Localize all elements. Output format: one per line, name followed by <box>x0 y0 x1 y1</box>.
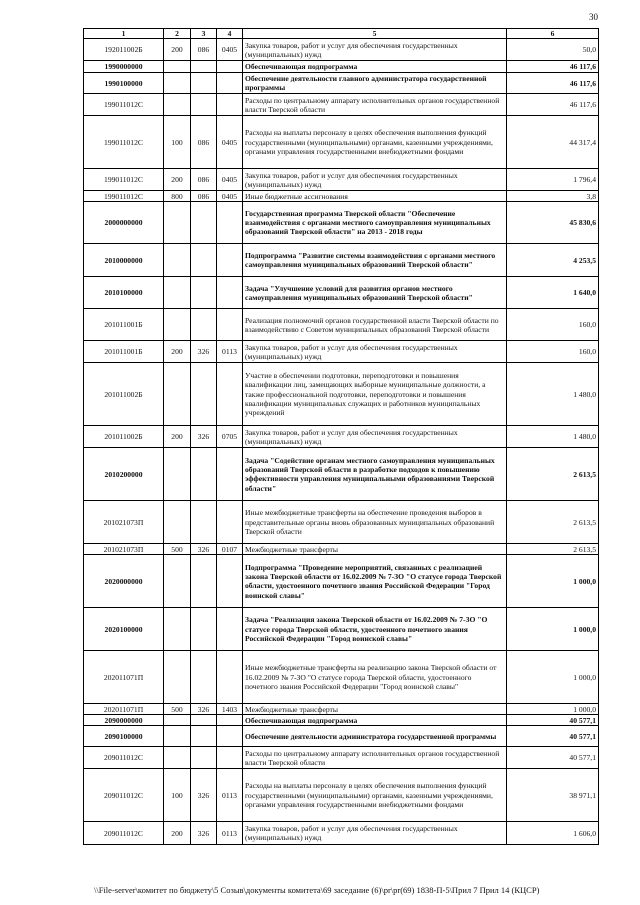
column-header: 4 <box>217 29 243 39</box>
row-department: 326 <box>191 704 217 715</box>
row-code: 192011002Б <box>84 39 164 61</box>
column-header: 1 <box>84 29 164 39</box>
row-code: 201011002Б <box>84 426 164 448</box>
row-expense-type <box>164 277 191 309</box>
row-amount: 45 830,6 <box>507 202 599 244</box>
row-expense-type: 100 <box>164 769 191 822</box>
table-row <box>84 822 599 845</box>
row-expense-type <box>164 651 191 704</box>
row-section <box>217 363 243 426</box>
table-row <box>84 169 599 191</box>
row-section: 0113 <box>217 769 243 822</box>
row-department: 326 <box>191 544 217 555</box>
table-row <box>84 363 599 426</box>
row-expense-type <box>164 363 191 426</box>
row-description: Иные бюджетные ассигнования <box>243 191 507 202</box>
row-amount: 160,0 <box>507 341 599 363</box>
table-row <box>84 769 599 822</box>
row-department <box>191 73 217 94</box>
row-code: 201011002Б <box>84 363 164 426</box>
table-row <box>84 747 599 769</box>
row-description: Реализация полномочий органов государственной власти Тверской области по взаимодействию с Советом муниципальных образований Тверской области <box>243 309 507 341</box>
table-body <box>84 39 599 845</box>
row-section: 0405 <box>217 191 243 202</box>
column-header: 6 <box>507 29 599 39</box>
row-amount: 44 317,4 <box>507 116 599 169</box>
table-row <box>84 608 599 651</box>
row-expense-type <box>164 309 191 341</box>
row-section <box>217 747 243 769</box>
row-section <box>217 448 243 501</box>
row-amount: 1 000,0 <box>507 651 599 704</box>
row-department <box>191 277 217 309</box>
row-section <box>217 94 243 116</box>
row-description: Расходы на выплаты персоналу в целях обеспечения выполнения функций государственными (муниципальными) органами, казенными учреждениями, органами управления государственными внебюджетными фондами <box>243 769 507 822</box>
row-department <box>191 363 217 426</box>
row-amount: 1 000,0 <box>507 555 599 608</box>
row-expense-type: 200 <box>164 39 191 61</box>
row-amount: 1 480,0 <box>507 426 599 448</box>
table-row <box>84 426 599 448</box>
row-amount: 1 480,0 <box>507 363 599 426</box>
row-section <box>217 651 243 704</box>
row-description: Расходы по центральному аппарату исполнительных органов государственной власти Тверской области <box>243 94 507 116</box>
row-amount: 4 253,5 <box>507 244 599 277</box>
row-section <box>217 277 243 309</box>
row-section <box>217 715 243 726</box>
row-department: 326 <box>191 341 217 363</box>
row-department <box>191 747 217 769</box>
row-department <box>191 309 217 341</box>
row-code: 2020000000 <box>84 555 164 608</box>
row-amount: 40 577,1 <box>507 726 599 747</box>
row-code: 2010000000 <box>84 244 164 277</box>
row-code: 199011012С <box>84 116 164 169</box>
row-code: 201021073П <box>84 501 164 544</box>
table-row <box>84 501 599 544</box>
row-section: 0107 <box>217 544 243 555</box>
table-row <box>84 191 599 202</box>
table-row <box>84 116 599 169</box>
table-row <box>84 94 599 116</box>
row-amount: 38 971,1 <box>507 769 599 822</box>
table-row <box>84 244 599 277</box>
row-code: 2090000000 <box>84 715 164 726</box>
row-code: 1990100000 <box>84 73 164 94</box>
row-amount: 2 613,5 <box>507 501 599 544</box>
row-expense-type: 800 <box>164 191 191 202</box>
row-description: Закупка товаров, работ и услуг для обеспечения государственных (муниципальных) нужд <box>243 822 507 845</box>
row-code: 209011012С <box>84 769 164 822</box>
row-description: Государственная программа Тверской области "Обеспечение взаимодействия с органами местного самоуправления муниципальных образований Тверской области" на 2013 - 2018 годы <box>243 202 507 244</box>
row-expense-type: 500 <box>164 704 191 715</box>
row-description: Закупка товаров, работ и услуг для обеспечения государственных (муниципальных) нужд <box>243 426 507 448</box>
row-description: Задача "Содействие органам местного самоуправления муниципальных образований Тверской области в разработке подходов к повышению эффективности управления муниципальными образованиями Тверской области" <box>243 448 507 501</box>
row-department <box>191 94 217 116</box>
row-code: 2090100000 <box>84 726 164 747</box>
table-row <box>84 39 599 61</box>
row-description: Закупка товаров, работ и услуг для обеспечения государственных (муниципальных) нужд <box>243 169 507 191</box>
row-code: 209011012С <box>84 747 164 769</box>
row-expense-type <box>164 726 191 747</box>
row-expense-type <box>164 501 191 544</box>
row-description: Иные межбюджетные трансферты на обеспечение проведения выборов в представительные органы вновь образованных муниципальных образований Тверской области <box>243 501 507 544</box>
table-row <box>84 341 599 363</box>
row-description: Обеспечение деятельности администратора государственной программы <box>243 726 507 747</box>
column-header: 5 <box>243 29 507 39</box>
row-expense-type <box>164 94 191 116</box>
row-amount: 3,8 <box>507 191 599 202</box>
row-code: 209011012С <box>84 822 164 845</box>
row-department <box>191 202 217 244</box>
row-description: Межбюджетные трансферты <box>243 704 507 715</box>
row-department <box>191 555 217 608</box>
row-description: Закупка товаров, работ и услуг для обеспечения государственных (муниципальных) нужд <box>243 341 507 363</box>
table-row <box>84 277 599 309</box>
row-amount: 46 117,6 <box>507 61 599 73</box>
row-code: 2020100000 <box>84 608 164 651</box>
row-amount: 1 000,0 <box>507 608 599 651</box>
row-section <box>217 244 243 277</box>
row-section <box>217 61 243 73</box>
row-section: 0113 <box>217 822 243 845</box>
row-section: 0705 <box>217 426 243 448</box>
row-code: 2010100000 <box>84 277 164 309</box>
table-header-row <box>84 29 599 39</box>
row-description: Межбюджетные трансферты <box>243 544 507 555</box>
row-amount: 1 796,4 <box>507 169 599 191</box>
row-expense-type <box>164 608 191 651</box>
row-description: Расходы по центральному аппарату исполнительных органов государственной власти Тверской области <box>243 747 507 769</box>
row-section: 0405 <box>217 116 243 169</box>
column-header: 3 <box>191 29 217 39</box>
row-section <box>217 555 243 608</box>
row-expense-type: 100 <box>164 116 191 169</box>
row-department <box>191 61 217 73</box>
row-description: Подпрограмма "Проведение мероприятий, связанных с реализацией закона Тверской области от 16.02.2009 № 7-ЗО "О статусе города Тверской области, удостоенного почетного звания Российской Федерации "Город воинской славы" <box>243 555 507 608</box>
table-row <box>84 651 599 704</box>
row-expense-type <box>164 73 191 94</box>
row-expense-type <box>164 747 191 769</box>
row-expense-type <box>164 202 191 244</box>
row-code: 202011071П <box>84 704 164 715</box>
row-description: Закупка товаров, работ и услуг для обеспечения государственных (муниципальных) нужд <box>243 39 507 61</box>
row-expense-type <box>164 244 191 277</box>
row-department <box>191 448 217 501</box>
table-row <box>84 61 599 73</box>
row-code: 1990000000 <box>84 61 164 73</box>
row-amount: 1 606,0 <box>507 822 599 845</box>
row-department: 086 <box>191 116 217 169</box>
row-department <box>191 244 217 277</box>
row-section <box>217 726 243 747</box>
row-code: 2000000000 <box>84 202 164 244</box>
row-expense-type <box>164 61 191 73</box>
row-section <box>217 73 243 94</box>
row-amount: 2 613,5 <box>507 544 599 555</box>
row-expense-type <box>164 715 191 726</box>
row-department: 326 <box>191 769 217 822</box>
row-department <box>191 715 217 726</box>
file-path-footer: \\File-server\комитет по бюджету\5 Созыв\документы комитета\69 заседание (6)\pr\pr(69) 1838-П-5\Прил 7 Прил 14 (КЦСР) <box>94 885 540 895</box>
row-section <box>217 309 243 341</box>
row-amount: 2 613,5 <box>507 448 599 501</box>
row-amount: 40 577,1 <box>507 715 599 726</box>
row-description: Иные межбюджетные трансферты на реализацию закона Тверской области от 16.02.2009 № 7-ЗО "О статусе города Тверской области, удостоенного почетного звания Российской Федерации "Город воинской славы" <box>243 651 507 704</box>
table-row <box>84 555 599 608</box>
row-code: 199011012С <box>84 169 164 191</box>
row-section <box>217 608 243 651</box>
row-section: 0113 <box>217 341 243 363</box>
row-department: 086 <box>191 191 217 202</box>
row-expense-type <box>164 448 191 501</box>
table-row <box>84 448 599 501</box>
row-description: Обеспечивающая подпрограмма <box>243 61 507 73</box>
row-code: 199011012С <box>84 94 164 116</box>
row-department <box>191 608 217 651</box>
row-code: 2010200000 <box>84 448 164 501</box>
row-section: 0405 <box>217 169 243 191</box>
row-amount: 160,0 <box>507 309 599 341</box>
row-description: Задача "Улучшение условий для развития органов местного самоуправления муниципальных образований Тверской области" <box>243 277 507 309</box>
row-department: 326 <box>191 822 217 845</box>
row-department: 086 <box>191 39 217 61</box>
row-expense-type <box>164 555 191 608</box>
row-expense-type: 200 <box>164 822 191 845</box>
row-amount: 40 577,1 <box>507 747 599 769</box>
row-expense-type: 500 <box>164 544 191 555</box>
row-code: 201011001Б <box>84 341 164 363</box>
table-row <box>84 726 599 747</box>
row-expense-type: 200 <box>164 169 191 191</box>
table-row <box>84 309 599 341</box>
row-code: 201021073П <box>84 544 164 555</box>
row-amount: 1 000,0 <box>507 704 599 715</box>
budget-table <box>83 28 599 845</box>
table-row <box>84 715 599 726</box>
table-row <box>84 202 599 244</box>
row-expense-type: 200 <box>164 341 191 363</box>
row-code: 201011001Б <box>84 309 164 341</box>
row-amount: 46 117,6 <box>507 94 599 116</box>
row-amount: 46 117,6 <box>507 73 599 94</box>
row-code: 199011012С <box>84 191 164 202</box>
row-description: Обеспечивающая подпрограмма <box>243 715 507 726</box>
row-code: 202011071П <box>84 651 164 704</box>
row-department <box>191 501 217 544</box>
row-department: 326 <box>191 426 217 448</box>
table-row <box>84 704 599 715</box>
row-department: 086 <box>191 169 217 191</box>
row-description: Участие в обеспечении подготовки, переподготовки и повышения квалификации лиц, замещающих выборные муниципальные должности, а также профессиональной подготовки, переподготовки и повышения квалификации муниципальных служащих и работников муниципальных учреждений <box>243 363 507 426</box>
row-description: Задача "Реализация закона Тверской области от 16.02.2009 № 7-ЗО "О статусе города Тверской области, удостоенного почетного звания Российской Федерации "Город воинской славы" <box>243 608 507 651</box>
row-section: 0405 <box>217 39 243 61</box>
row-description: Расходы на выплаты персоналу в целях обеспечения выполнения функций государственными (муниципальными) органами, казенными учреждениями, органами управления государственными внебюджетными фондами <box>243 116 507 169</box>
row-section <box>217 202 243 244</box>
row-amount: 1 640,0 <box>507 277 599 309</box>
row-section <box>217 501 243 544</box>
row-section: 1403 <box>217 704 243 715</box>
table-row <box>84 544 599 555</box>
row-amount: 50,0 <box>507 39 599 61</box>
row-description: Обеспечение деятельности главного администратора государственной программы <box>243 73 507 94</box>
row-description: Подпрограмма "Развитие системы взаимодействия с органами местного самоуправления муниципальных образований Тверской области" <box>243 244 507 277</box>
row-department <box>191 726 217 747</box>
table-row <box>84 73 599 94</box>
page-number: 30 <box>589 12 598 22</box>
row-department <box>191 651 217 704</box>
column-header: 2 <box>164 29 191 39</box>
row-expense-type: 200 <box>164 426 191 448</box>
